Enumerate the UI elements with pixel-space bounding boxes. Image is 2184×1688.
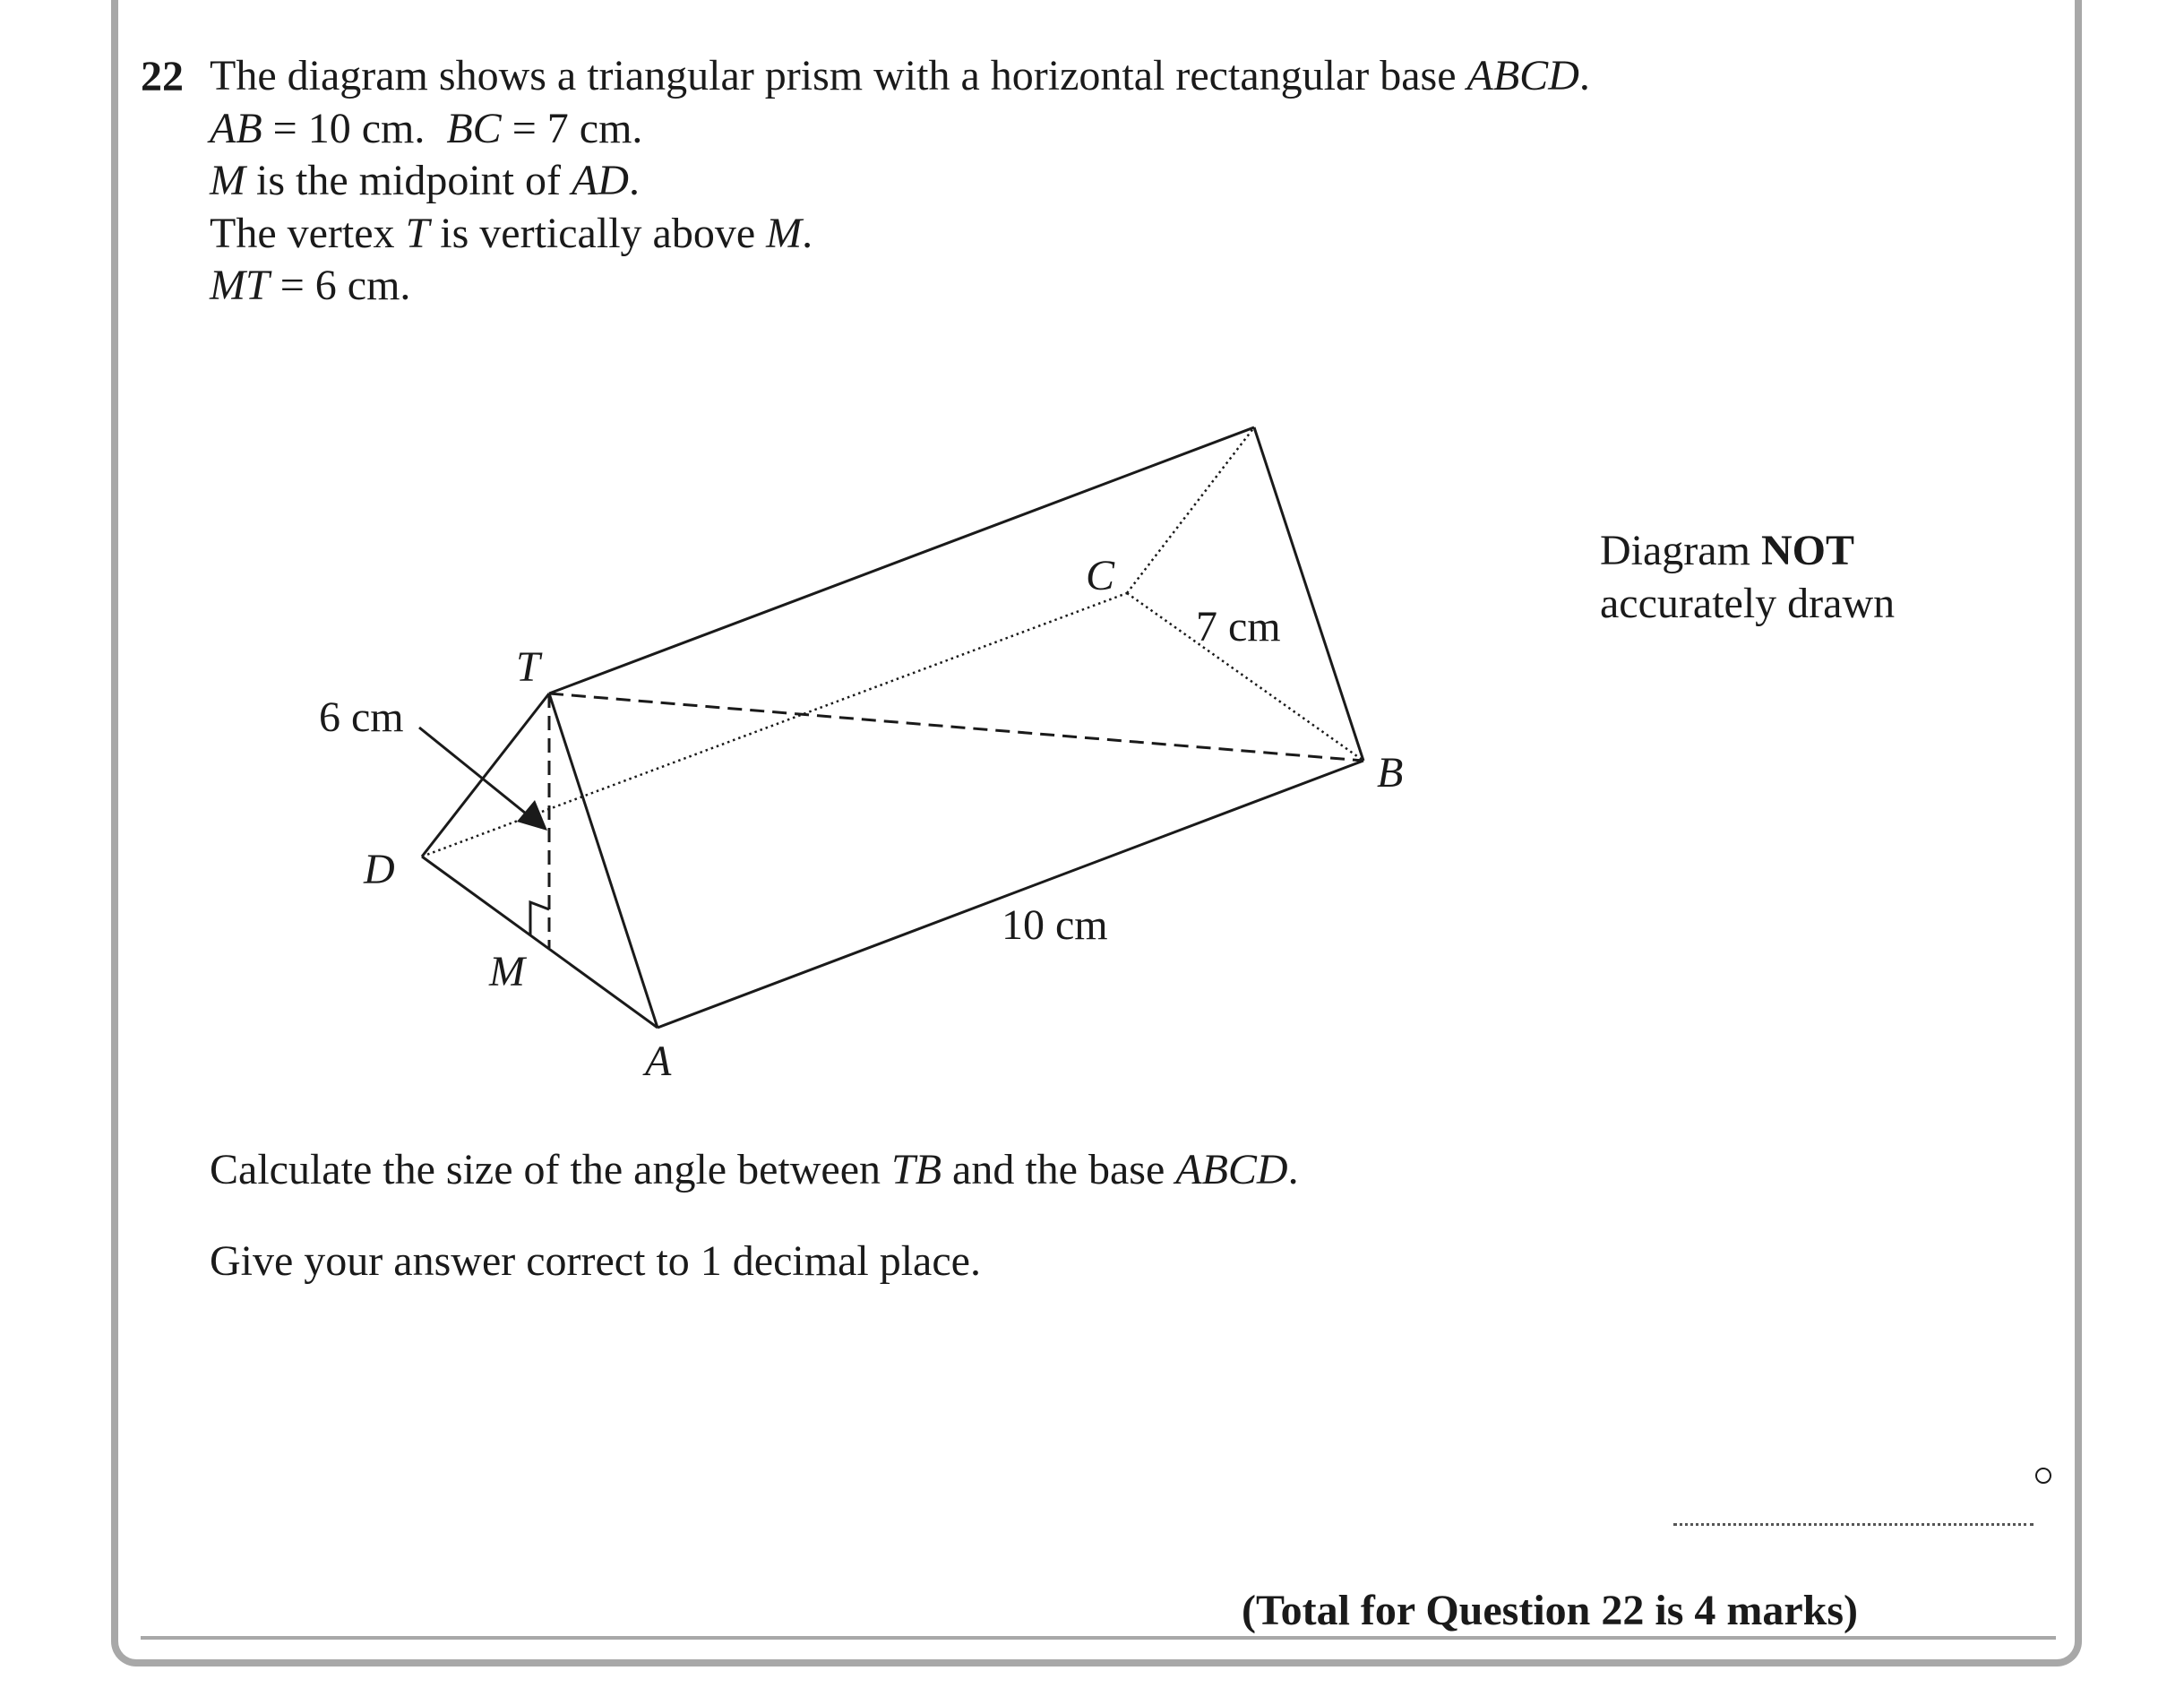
stem-line-1: The diagram shows a triangular prism with a horizontal rectangular base ABCD. — [210, 52, 1590, 99]
edge-TD — [422, 693, 549, 857]
diagram-note: Diagram NOT accurately drawn — [1600, 527, 1896, 627]
vertex-label-M: M — [489, 948, 525, 995]
answer-line[interactable] — [1673, 1523, 2034, 1526]
vertex-label-A: A — [645, 1038, 672, 1085]
edge-T-top — [549, 427, 1254, 693]
length-label-6cm: 6 cm — [319, 693, 404, 741]
vertex-label-C: C — [1086, 552, 1115, 599]
stem-line-2: AB = 10 cm. BC = 7 cm. — [210, 104, 643, 152]
stem-line-4: The vertex T is vertically above M. — [210, 209, 813, 257]
line-TB-dashed — [549, 693, 1363, 761]
vertex-label-D: D — [364, 846, 395, 893]
vertex-label-T: T — [516, 643, 540, 691]
degree-symbol — [2035, 1468, 2051, 1484]
stem-line-3: M is the midpoint of AD. — [210, 157, 640, 204]
question-number: 22 — [141, 53, 184, 100]
precision-instruction: Give your answer correct to 1 decimal place. — [210, 1237, 981, 1285]
vertex-label-B: B — [1377, 749, 1404, 797]
bottom-rule — [141, 1636, 2056, 1640]
right-angle-marker — [530, 902, 549, 934]
total-marks: (Total for Question 22 is 4 marks) — [1242, 1587, 1859, 1634]
edge-TA — [549, 693, 658, 1028]
edge-DA — [422, 857, 658, 1028]
calculate-instruction: Calculate the size of the angle between TB and the base ABCD. — [210, 1146, 1299, 1193]
edge-AB — [658, 761, 1363, 1028]
length-label-7cm: 7 cm — [1196, 603, 1281, 650]
edge-top-B — [1254, 427, 1363, 761]
stem-line-5: MT = 6 cm. — [210, 262, 411, 309]
length-label-10cm: 10 cm — [1002, 901, 1108, 949]
